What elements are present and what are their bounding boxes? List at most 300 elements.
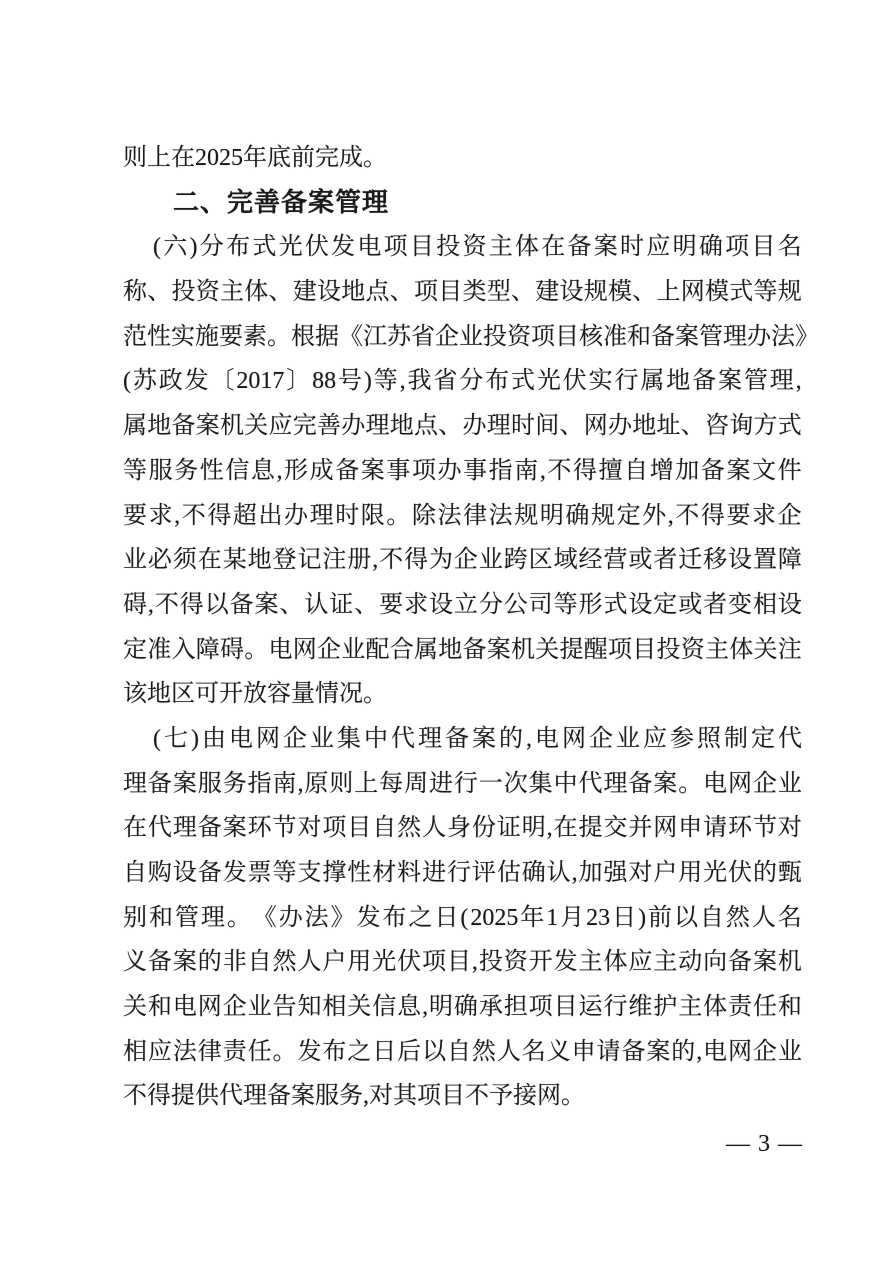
glyph: 确 (521, 860, 546, 886)
glyph: 代 (578, 770, 603, 797)
glyph: 变 (728, 591, 753, 618)
glyph: 户 (653, 860, 678, 886)
glyph: 主 (653, 949, 678, 976)
glyph: 之 (347, 1038, 372, 1065)
glyph: 自 (247, 949, 272, 976)
glyph: 日 (372, 1038, 397, 1065)
glyph: 布 (226, 234, 251, 261)
glyph: 时 (335, 502, 360, 529)
glyph: 交 (603, 815, 628, 842)
glyph: 应 (147, 1038, 172, 1065)
glyph: 的 (752, 860, 777, 886)
glyph: 或 (678, 591, 703, 618)
glyph: 自 (123, 860, 147, 886)
glyph: 企 (752, 1038, 777, 1065)
glyph: 不 (181, 502, 206, 529)
glyph: 责 (728, 994, 753, 1021)
glyph: 点 (414, 413, 438, 440)
glyph: 发 (222, 860, 247, 886)
glyph: 地 (147, 413, 172, 440)
glyph: 案 (472, 725, 496, 752)
glyph: 强 (603, 860, 628, 886)
glyph: 发 (553, 949, 578, 976)
glyph: 行 (446, 860, 471, 886)
glyph: 投 (656, 636, 681, 663)
glyph: 址 (656, 413, 681, 440)
glyph: 定 (616, 502, 641, 529)
glyph: 或 (628, 547, 653, 574)
glyph: 年 (520, 904, 545, 931)
glyph: 企 (435, 323, 459, 350)
glyph: 法 (437, 502, 462, 529)
glyph: 以 (422, 1038, 447, 1065)
glyph: 除 (411, 502, 436, 529)
glyph: 律 (463, 502, 488, 529)
glyph: 然 (471, 1038, 496, 1065)
glyph: 电 (703, 1038, 728, 1065)
glyph: 间 (535, 413, 560, 440)
glyph: 机 (777, 949, 802, 976)
glyph: 营 (603, 547, 628, 574)
glyph: 每 (379, 770, 404, 797)
glyph: 注 (322, 547, 347, 574)
glyph: 加 (675, 457, 700, 484)
glyph: 备 (147, 949, 172, 976)
glyph: 体 (703, 994, 728, 1021)
glyph: 形 (284, 457, 309, 484)
glyph: 理 (769, 368, 794, 395)
glyph: 2017 (236, 368, 285, 395)
glyph: 外 (642, 502, 667, 529)
glyph: 备 (197, 860, 222, 886)
glyph: 、 (438, 413, 463, 440)
glyph: 理 (723, 323, 747, 350)
glyph: 证 (496, 815, 521, 842)
glyph: 认 (304, 591, 329, 618)
glyph: 相 (322, 994, 347, 1021)
glyph: 网 (562, 725, 586, 752)
glyph: 知 (297, 994, 322, 1021)
glyph: ( (123, 368, 131, 395)
glyph: 备 (728, 949, 753, 976)
glyph: 省 (411, 323, 435, 350)
glyph: 素 (243, 323, 267, 350)
glyph: 政 (158, 368, 183, 395)
glyph: ( (153, 234, 161, 261)
glyph: 得 (700, 502, 725, 529)
glyph: 属 (640, 368, 665, 395)
glyph: 经 (578, 547, 603, 574)
glyph: 自 (372, 815, 397, 842)
glyph: 证 (329, 591, 354, 618)
glyph: 伏 (562, 368, 587, 395)
glyph: 注 (777, 636, 802, 663)
glyph: 明 (539, 502, 564, 529)
glyph: 目 (446, 949, 471, 976)
glyph: 周 (404, 770, 429, 797)
glyph: , (471, 949, 478, 976)
glyph: 建 (535, 279, 560, 306)
glyph: 应 (268, 413, 293, 440)
glyph: 布 (485, 368, 510, 395)
glyph: 法 (488, 502, 513, 529)
glyph: 维 (628, 994, 653, 1021)
glyph: 在 (553, 815, 578, 842)
glyph: 求 (752, 502, 777, 529)
glyph: 项 (422, 949, 447, 976)
glyph: 护 (653, 994, 678, 1021)
glyph: ) (191, 725, 199, 752)
glyph: 的 (671, 1038, 696, 1065)
glyph: 册 (347, 547, 372, 574)
glyph: 身 (446, 815, 471, 842)
glyph: 案 (172, 949, 197, 976)
glyph: 业 (478, 547, 503, 574)
glyph: 理 (418, 725, 442, 752)
glyph: 人 (297, 949, 322, 976)
glyph: 》 (330, 904, 355, 931)
glyph: 应 (643, 725, 667, 752)
glyph: 设 (317, 279, 341, 306)
glyph: 项 (725, 234, 750, 261)
glyph: 应 (628, 949, 653, 976)
glyph: 理 (123, 770, 147, 797)
glyph: 投 (171, 279, 196, 306)
glyph: 地 (632, 413, 657, 440)
glyph: 询 (729, 413, 754, 440)
glyph: 准 (603, 323, 627, 350)
glyph: 企 (752, 770, 777, 797)
glyph: 项 (531, 323, 555, 350)
glyph: ( (460, 904, 469, 931)
page-number: — 3 — (726, 1131, 803, 1157)
glyph: 办 (747, 323, 771, 350)
glyph: 案 (222, 815, 247, 842)
glyph: 向 (703, 949, 728, 976)
text-line (123, 315, 819, 360)
glyph: 料 (397, 860, 422, 886)
glyph: 等 (553, 591, 578, 618)
glyph: 发 (356, 904, 381, 931)
glyph: 制 (724, 725, 748, 752)
glyph: 票 (247, 860, 272, 886)
glyph: ) (189, 234, 198, 261)
glyph: 得 (207, 502, 232, 529)
glyph: 以 (204, 591, 229, 618)
glyph: 记 (297, 547, 322, 574)
glyph: ) (638, 904, 647, 931)
glyph: 电 (229, 725, 253, 752)
glyph: 碍 (220, 636, 244, 663)
glyph: 提 (559, 636, 584, 663)
glyph: 代 (147, 815, 172, 842)
glyph: 代 (391, 725, 415, 752)
glyph: 办 (437, 457, 462, 484)
glyph: 企 (317, 636, 341, 663)
glyph: 办 (278, 904, 303, 931)
glyph: 信 (372, 994, 397, 1021)
glyph: 户 (322, 949, 347, 976)
glyph: 信 (225, 457, 250, 484)
glyph: 光 (536, 368, 561, 395)
glyph: 设 (777, 591, 802, 618)
glyph: 建 (292, 279, 317, 306)
glyph: 目 (751, 234, 776, 261)
glyph: 务 (222, 770, 247, 797)
glyph: 网 (197, 994, 222, 1021)
glyph: 一 (478, 770, 503, 797)
glyph: 并 (628, 815, 653, 842)
glyph: 节 (272, 815, 297, 842)
glyph: 网 (680, 279, 705, 306)
glyph: 对 (777, 815, 802, 842)
glyph: 、 (147, 279, 172, 306)
text-line (123, 940, 802, 985)
glyph: 管 (174, 904, 199, 931)
glyph: , (147, 591, 154, 618)
glyph: 提 (578, 815, 603, 842)
glyph: 、 (680, 413, 705, 440)
glyph: 相 (123, 1038, 147, 1065)
glyph: 须 (172, 547, 197, 574)
glyph: 等 (753, 279, 778, 306)
glyph: 要 (726, 502, 751, 529)
glyph: 设 (728, 547, 753, 574)
glyph: 机 (220, 413, 244, 440)
glyph: 自 (624, 457, 649, 484)
glyph: 者 (653, 547, 678, 574)
glyph: 区 (528, 547, 553, 574)
glyph: 、 (354, 591, 379, 618)
glyph: 南 (272, 770, 297, 797)
glyph: 网 (728, 1038, 753, 1065)
glyph: 碍 (123, 591, 147, 618)
glyph: 体 (514, 234, 539, 261)
glyph: 管 (743, 368, 768, 395)
glyph: 务 (174, 457, 199, 484)
glyph: 企 (283, 725, 307, 752)
glyph: 在 (197, 547, 222, 574)
glyph: 原 (304, 770, 329, 797)
glyph: 关 (753, 636, 778, 663)
glyph: 息 (250, 457, 275, 484)
glyph: 完 (292, 413, 317, 440)
glyph: 增 (649, 457, 674, 484)
glyph: 参 (670, 725, 694, 752)
glyph: 属 (414, 636, 438, 663)
glyph: 指 (488, 457, 513, 484)
text-line (123, 404, 802, 449)
text-line (123, 1030, 802, 1075)
glyph: 责 (222, 1038, 247, 1065)
glyph: 分 (459, 368, 484, 395)
glyph: 合 (389, 636, 414, 663)
glyph: 实 (171, 323, 195, 350)
glyph: 照 (697, 725, 721, 752)
glyph: , (526, 725, 532, 752)
glyph: , (696, 1038, 703, 1065)
glyph: 事 (463, 457, 488, 484)
glyph: 目 (347, 815, 372, 842)
glyph: 发 (331, 234, 356, 261)
glyph: 定 (653, 591, 678, 618)
glyph: , (546, 815, 553, 842)
glyph: 者 (703, 591, 728, 618)
glyph: 上 (656, 279, 681, 306)
glyph: 请 (596, 1038, 621, 1065)
glyph: 投 (436, 234, 461, 261)
glyph: 月 (560, 904, 585, 931)
glyph: 业 (310, 725, 334, 752)
glyph: 上 (354, 770, 379, 797)
glyph: 目 (438, 279, 463, 306)
glyph: 的 (197, 949, 222, 976)
glyph: 设 (428, 591, 453, 618)
glyph: 网 (256, 725, 280, 752)
document-body (123, 136, 819, 1119)
glyph: 在 (541, 234, 566, 261)
glyph: 申 (571, 1038, 596, 1065)
glyph: 式 (252, 234, 277, 261)
glyph: 地 (438, 636, 463, 663)
text-line (123, 896, 802, 941)
glyph: 认 (546, 860, 571, 886)
glyph: 、 (511, 279, 535, 306)
glyph: 地 (389, 413, 414, 440)
glyph: 确 (453, 994, 478, 1021)
glyph: 布 (382, 904, 407, 931)
glyph: 称 (123, 279, 147, 306)
glyph: 施 (195, 323, 219, 350)
glyph: 时 (620, 234, 645, 261)
glyph: 。 (272, 1038, 297, 1065)
glyph: 承 (478, 994, 503, 1021)
text-line (123, 225, 802, 270)
glyph: , (174, 502, 181, 529)
glyph: 评 (471, 860, 496, 886)
glyph: 行 (453, 770, 478, 797)
glyph: 得 (404, 547, 429, 574)
glyph: 服 (197, 770, 222, 797)
glyph: 备 (171, 413, 196, 440)
glyph: 资 (462, 234, 487, 261)
section-heading: 二、完善备案管理 (173, 187, 390, 217)
glyph: 次 (503, 770, 528, 797)
glyph: 式 (511, 368, 535, 395)
glyph: 等 (373, 368, 398, 395)
glyph: 理 (486, 413, 511, 440)
text-line (123, 359, 802, 404)
glyph: 投 (478, 949, 503, 976)
glyph: 域 (553, 547, 578, 574)
glyph: 不 (547, 457, 572, 484)
glyph: 类 (462, 279, 487, 306)
glyph: 前 (648, 904, 673, 931)
glyph: 案 (718, 368, 742, 395)
glyph: 义 (546, 1038, 571, 1065)
glyph: 2025 (470, 904, 519, 931)
glyph: 范 (123, 323, 147, 350)
glyph: 主 (705, 636, 729, 663)
glyph: 案 (360, 457, 385, 484)
glyph: 法 (771, 323, 795, 350)
glyph: 运 (578, 994, 603, 1021)
glyph: 和 (147, 994, 172, 1021)
glyph: 企 (453, 547, 478, 574)
glyph: , (297, 770, 304, 797)
glyph: 点 (365, 279, 390, 306)
glyph: 。 (226, 904, 251, 931)
glyph: 目 (555, 323, 579, 350)
glyph: 式 (777, 413, 802, 440)
glyph: 》 (795, 323, 819, 350)
glyph: 备 (445, 725, 469, 752)
glyph: 业 (777, 1038, 802, 1065)
glyph: 支 (297, 860, 322, 886)
text-line (123, 762, 802, 807)
glyph: 资 (680, 636, 705, 663)
glyph: 行 (603, 994, 628, 1021)
glyph: 核 (579, 323, 603, 350)
glyph: 设 (628, 591, 653, 618)
glyph: 备 (462, 636, 487, 663)
glyph: , (667, 502, 674, 529)
text-line (123, 628, 802, 673)
text-line (123, 449, 802, 494)
glyph: 、 (389, 279, 414, 306)
glyph: 时 (511, 413, 535, 440)
glyph: 南 (514, 457, 539, 484)
glyph: 告 (272, 994, 297, 1021)
glyph: 名 (777, 234, 802, 261)
glyph: 发 (184, 368, 209, 395)
glyph: 体 (244, 279, 269, 306)
glyph: 设 (172, 860, 197, 886)
glyph: 苏 (387, 323, 411, 350)
glyph: 指 (247, 770, 272, 797)
glyph: 自 (446, 1038, 471, 1065)
glyph: 规 (514, 502, 539, 529)
glyph: 加 (578, 860, 603, 886)
glyph: 不 (675, 502, 700, 529)
glyph: 业 (777, 770, 802, 797)
glyph: 份 (471, 815, 496, 842)
glyph: 关 (347, 994, 372, 1021)
glyph: 电 (268, 636, 293, 663)
glyph: 据 (315, 323, 339, 350)
glyph: 成 (309, 457, 334, 484)
glyph: 〕 (286, 368, 311, 395)
glyph: 目 (553, 994, 578, 1021)
glyph: 规 (590, 502, 615, 529)
glyph: 购 (147, 860, 172, 886)
glyph: , (372, 547, 379, 574)
glyph: 理 (365, 413, 390, 440)
glyph: 业 (341, 636, 366, 663)
glyph: 准 (147, 636, 172, 663)
glyph: 型 (486, 279, 511, 306)
glyph: 。 (267, 323, 291, 350)
glyph: 求 (148, 502, 173, 529)
glyph: 规 (777, 279, 802, 306)
glyph: 项 (608, 636, 632, 663)
text-line (123, 270, 802, 315)
glyph: 伏 (397, 949, 422, 976)
glyph: 撑 (322, 860, 347, 886)
glyph: 案 (726, 457, 751, 484)
glyph: 要 (219, 323, 243, 350)
glyph: 服 (148, 457, 173, 484)
